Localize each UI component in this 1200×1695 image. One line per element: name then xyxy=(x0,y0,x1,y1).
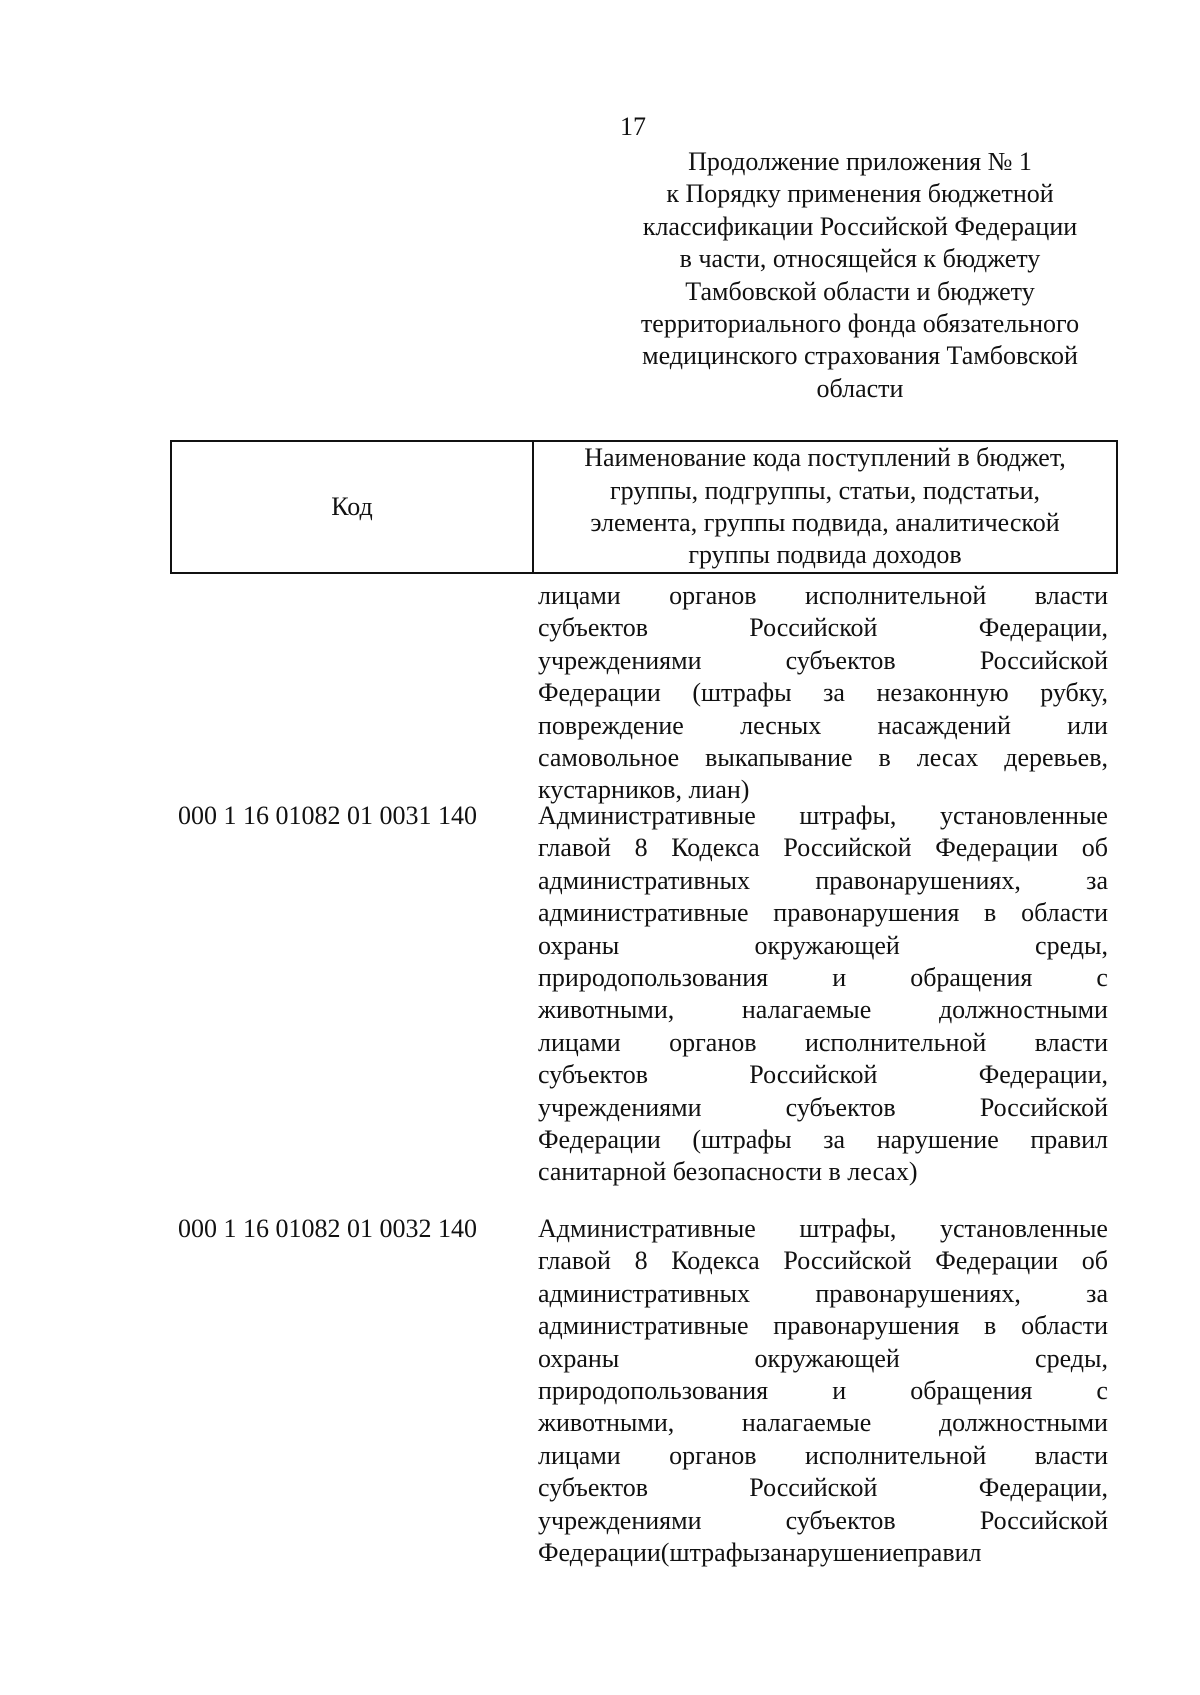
description-word: органов xyxy=(669,581,757,610)
description-word: правонарушениях, xyxy=(815,1278,1021,1308)
description-word: обращения xyxy=(910,1375,1033,1405)
description-word: природопользования xyxy=(538,962,769,992)
description-word: административные xyxy=(538,898,749,928)
description-word: среды, xyxy=(1035,930,1108,960)
description-line xyxy=(538,1124,1108,1156)
description-word: учреждениями xyxy=(538,1092,702,1122)
description-word: кустарников, лиан) xyxy=(538,775,750,805)
appendix-line: к Порядку применения бюджетной xyxy=(666,179,1054,209)
header-name-line: элемента, группы подвида, аналитической xyxy=(590,508,1060,537)
description-line xyxy=(538,1440,1108,1472)
description-word: правонарушениях, xyxy=(815,865,1021,895)
description-word: за xyxy=(823,678,845,708)
description-word: административные xyxy=(538,1311,749,1341)
header-code-cell xyxy=(171,441,533,573)
description-line xyxy=(538,677,1108,709)
description-word: (штрафы xyxy=(660,1537,761,1567)
description-word: административных xyxy=(538,1278,750,1308)
appendix-heading xyxy=(610,146,1110,405)
description-word: налагаемые xyxy=(741,1408,872,1438)
description-word: Российской xyxy=(979,1505,1108,1535)
description-line xyxy=(538,1278,1108,1310)
description-word: за xyxy=(760,1537,782,1567)
description-word: органов xyxy=(669,1027,757,1057)
description-word: за xyxy=(823,1124,846,1154)
description-line xyxy=(538,1092,1108,1124)
description-word: Российской xyxy=(749,1060,878,1090)
description-word: правонарушения xyxy=(773,898,960,928)
description-word: санитарной безопасности в лесах) xyxy=(538,1157,918,1187)
description-line xyxy=(538,1407,1108,1439)
description-word: самовольное xyxy=(538,742,680,772)
description-word: Административные xyxy=(538,1214,756,1243)
description-word: выкапывание xyxy=(705,742,853,772)
description-word: субъектов xyxy=(785,645,896,675)
description-line xyxy=(538,1310,1108,1342)
description-word: в xyxy=(984,1311,997,1341)
description-word: правил xyxy=(1030,1124,1108,1154)
description-word: (штрафы xyxy=(692,678,792,708)
description-word: обращения xyxy=(910,962,1033,992)
row-description xyxy=(538,1213,1108,1569)
description-word: штрафы, xyxy=(799,1214,897,1243)
description-word: штрафы, xyxy=(799,801,897,830)
description-line xyxy=(538,1343,1108,1375)
description-line xyxy=(538,1505,1108,1537)
row-code: 000 1 16 01082 01 0032 140 xyxy=(178,1214,477,1243)
description-word: Кодекса xyxy=(671,1246,760,1276)
description-line xyxy=(538,1059,1108,1091)
description-line xyxy=(538,1245,1108,1277)
appendix-line: в части, относящейся к бюджету xyxy=(679,244,1041,274)
description-line xyxy=(538,994,1108,1026)
description-word: за xyxy=(1086,865,1108,895)
description-word: лицами xyxy=(538,1440,621,1470)
description-word: или xyxy=(1067,710,1108,740)
description-line xyxy=(538,832,1108,864)
description-word: субъектов xyxy=(785,1092,896,1122)
description-word: Федерации xyxy=(538,1124,661,1154)
description-word: и xyxy=(832,962,847,992)
description-word: власти xyxy=(1034,1440,1108,1470)
row-code: 000 1 16 01082 01 0031 140 xyxy=(178,801,477,830)
header-name-cell xyxy=(533,441,1117,573)
description-word: об xyxy=(1081,833,1108,863)
description-line xyxy=(538,962,1108,994)
description-word: повреждение xyxy=(538,710,684,740)
description-word: Российской xyxy=(749,613,878,643)
appendix-line: области xyxy=(816,373,904,403)
description-word: охраны xyxy=(538,930,620,960)
description-word: об xyxy=(1081,1246,1108,1276)
description-word: незаконную xyxy=(876,678,1009,708)
description-word: окружающей xyxy=(754,1343,900,1373)
page-number: 17 xyxy=(620,112,646,141)
description-line xyxy=(538,1537,1108,1569)
description-word: с xyxy=(1096,962,1108,992)
description-word: животными, xyxy=(538,1408,675,1438)
appendix-line: медицинского страхования Тамбовской xyxy=(642,341,1078,371)
header-code-label: Код xyxy=(331,491,373,521)
description-word: главой xyxy=(538,1246,611,1276)
description-word: деревьев, xyxy=(1004,742,1108,772)
description-word: Федерации xyxy=(538,678,661,708)
description-word: Федерации, xyxy=(978,1060,1108,1090)
description-word: правонарушения xyxy=(773,1311,960,1341)
description-word: органов xyxy=(669,1440,757,1470)
description-word: природопользования xyxy=(538,1375,769,1405)
description-word: Российской xyxy=(783,1246,912,1276)
description-word: лесах xyxy=(916,742,979,772)
description-word: Федерации xyxy=(935,833,1059,863)
description-line xyxy=(538,897,1108,929)
continuation-description xyxy=(538,580,1108,807)
header-name-line: Наименование кода поступлений в бюджет, xyxy=(584,443,1066,473)
description-word: Кодекса xyxy=(671,833,760,863)
description-line xyxy=(538,1156,1108,1188)
description-word: лицами xyxy=(538,581,621,610)
header-name-line: группы, подгруппы, статьи, подстатьи, xyxy=(610,475,1040,505)
description-word: лицами xyxy=(538,1027,621,1057)
description-word: власти xyxy=(1034,1027,1108,1057)
description-word: субъектов xyxy=(785,1505,896,1535)
description-line xyxy=(538,645,1108,677)
description-word: исполнительной xyxy=(804,1440,987,1470)
appendix-line: классификации Российской Федерации xyxy=(642,211,1078,241)
description-word: животными, xyxy=(538,995,675,1025)
description-word: насаждений xyxy=(877,710,1011,740)
description-word: области xyxy=(1021,898,1108,928)
description-word: области xyxy=(1021,1311,1108,1341)
description-word: административных xyxy=(538,865,750,895)
table-header xyxy=(170,440,1118,574)
description-word: в xyxy=(878,742,891,772)
description-word: Российской xyxy=(979,1092,1108,1122)
description-word: субъектов xyxy=(538,1060,649,1090)
description-line xyxy=(538,742,1108,774)
description-word: исполнительной xyxy=(804,1027,987,1057)
description-line xyxy=(538,1027,1108,1059)
description-word: нарушение xyxy=(781,1537,904,1567)
appendix-line: территориального фонда обязательного xyxy=(640,309,1080,339)
description-word: учреждениями xyxy=(538,645,702,675)
description-word: Российской xyxy=(979,645,1108,675)
header-name-line: группы подвида доходов xyxy=(688,540,962,570)
description-word: установленные xyxy=(940,801,1108,830)
appendix-line: Тамбовской области и бюджету xyxy=(685,276,1035,306)
description-word: Российской xyxy=(749,1473,878,1503)
description-word: Федерации xyxy=(538,1537,661,1567)
description-word: установленные xyxy=(940,1214,1108,1243)
description-word: субъектов xyxy=(538,1473,649,1503)
description-word: исполнительной xyxy=(804,581,987,610)
row-description xyxy=(538,800,1108,1189)
description-word: Федерации xyxy=(935,1246,1059,1276)
description-word: лесных xyxy=(740,710,822,740)
description-line xyxy=(538,865,1108,897)
description-word: 8 xyxy=(634,833,648,863)
description-word: субъектов xyxy=(538,613,649,643)
appendix-line: Продолжение приложения № 1 xyxy=(688,147,1032,176)
description-line xyxy=(538,1213,1108,1245)
description-word: 8 xyxy=(634,1246,648,1276)
description-word: должностными xyxy=(938,1408,1108,1438)
description-word: рубку, xyxy=(1040,678,1108,708)
description-line xyxy=(538,1375,1108,1407)
description-word: должностными xyxy=(938,995,1108,1025)
description-word: Российской xyxy=(783,833,912,863)
description-word: окружающей xyxy=(754,930,900,960)
description-word: главой xyxy=(538,833,611,863)
description-line xyxy=(538,800,1108,832)
description-word: за xyxy=(1086,1278,1108,1308)
description-word: среды, xyxy=(1035,1343,1108,1373)
description-word: Административные xyxy=(538,801,756,830)
description-line xyxy=(538,930,1108,962)
description-word: (штрафы xyxy=(692,1124,792,1154)
description-word: в xyxy=(984,898,997,928)
description-line xyxy=(538,612,1108,644)
description-word: и xyxy=(832,1375,847,1405)
description-word: охраны xyxy=(538,1343,620,1373)
description-word: правил xyxy=(903,1537,982,1567)
description-line xyxy=(538,1472,1108,1504)
description-word: нарушение xyxy=(876,1124,999,1154)
description-word: власти xyxy=(1034,581,1108,610)
description-word: Федерации, xyxy=(978,1473,1108,1503)
description-line xyxy=(538,580,1108,612)
description-line xyxy=(538,710,1108,742)
description-word: учреждениями xyxy=(538,1505,702,1535)
description-word: Федерации, xyxy=(978,613,1108,643)
description-word: налагаемые xyxy=(741,995,872,1025)
description-word: с xyxy=(1096,1375,1108,1405)
